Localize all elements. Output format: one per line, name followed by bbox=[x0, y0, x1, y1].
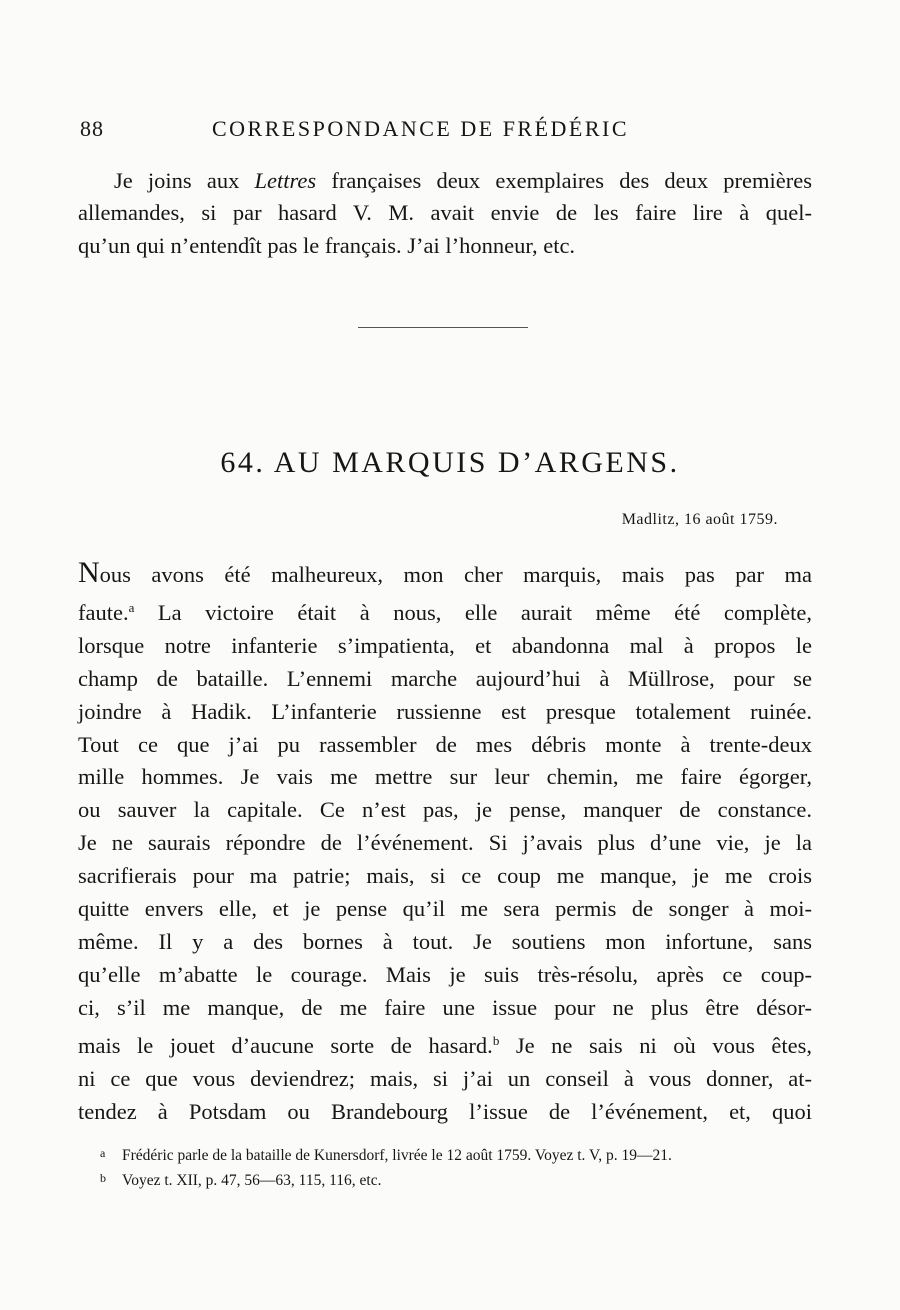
text-run: faute. bbox=[78, 599, 129, 625]
letter-body bbox=[78, 557, 812, 1128]
text-line: joindre à Hadik. L’infanterie russienne est presque totalement ruinée. bbox=[78, 698, 812, 724]
text-line bbox=[78, 557, 812, 592]
text-line bbox=[78, 1025, 812, 1063]
footnote-ref-b[interactable]: b bbox=[492, 1032, 500, 1048]
running-head bbox=[80, 116, 804, 146]
footnote-text: Frédéric parle de la bataille de Kunersdorf, livrée le 12 août 1759. Voyez t. V, p. 19—21. bbox=[122, 1147, 672, 1164]
previous-letter-closing bbox=[78, 165, 812, 262]
text-line: mille hommes. Je vais me mettre sur leur chemin, me faire égorger, bbox=[78, 764, 812, 790]
text-line: même. Il y a des bornes à tout. Je soutiens mon infortune, sans bbox=[78, 928, 812, 954]
letter-heading: 64. AU MARQUIS D’ARGENS. bbox=[220, 446, 680, 479]
text-run: mais le jouet d’aucune sorte de hasard. bbox=[78, 1032, 493, 1058]
text-line: allemandes, si par hasard V. M. avait envie de les faire lire à quel- bbox=[78, 200, 812, 226]
footnotes bbox=[100, 1142, 820, 1192]
letter-dateline: Madlitz, 16 août 1759. bbox=[621, 511, 778, 528]
text-line: champ de bataille. L’ennemi marche aujourd’hui à Müllrose, pour se bbox=[78, 665, 812, 691]
text-line: sacrifierais pour ma patrie; mais, si ce coup me manque, je me crois bbox=[78, 863, 812, 889]
text-line: quitte envers elle, et je pense qu’il me sera permis de songer à moi- bbox=[78, 896, 812, 922]
text-run: Je joins aux bbox=[114, 168, 255, 193]
footnote-text: Voyez t. XII, p. 47, 56—63, 115, 116, etc. bbox=[122, 1172, 382, 1189]
text-line: qu’un qui n’entendît pas le français. J’ai l’honneur, etc. bbox=[78, 232, 576, 258]
text-line bbox=[78, 592, 812, 630]
text-line: ni ce que vous deviendrez; mais, si j’ai un conseil à vous donner, at- bbox=[78, 1065, 812, 1091]
text-line: ci, s’il me manque, de me faire une issue pour ne plus être désor- bbox=[78, 994, 812, 1020]
text-line bbox=[78, 165, 812, 197]
text-line: ou sauver la capitale. Ce n’est pas, je pense, manquer de constance. bbox=[78, 797, 812, 823]
italic-title: Lettres bbox=[254, 168, 317, 193]
text-line: Je ne saurais répondre de l’événement. Si j’avais plus d’une vie, je la bbox=[78, 830, 812, 856]
drop-cap: N bbox=[78, 556, 100, 589]
text-line: Tout ce que j’ai pu rassembler de mes débris monte à trente-deux bbox=[78, 731, 812, 757]
text-line: qu’elle m’abatte le courage. Mais je suis très-résolu, après ce coup- bbox=[78, 961, 812, 987]
text-run: Je ne sais ni où vous êtes, bbox=[499, 1032, 813, 1058]
text-run: La victoire était à nous, elle aurait même été complète, bbox=[134, 599, 812, 625]
footnote-mark: a bbox=[100, 1146, 106, 1160]
text-run: françaises deux exemplaires des deux premières bbox=[316, 168, 812, 193]
footnote-mark: b bbox=[100, 1171, 106, 1185]
footnote-ref-a[interactable]: a bbox=[128, 599, 135, 615]
footnote-b bbox=[100, 1167, 820, 1192]
text-line: tendez à Potsdam ou Brandebourg l’issue de l’événement, et, quoi bbox=[78, 1098, 812, 1124]
text-run: ous avons été malheureux, mon cher marquis, mais pas par ma bbox=[99, 562, 812, 587]
running-title: CORRESPONDANCE DE FRÉDÉRIC bbox=[212, 116, 630, 141]
text-line: lorsque notre infanterie s’impatienta, et abandonna mal à propos le bbox=[78, 632, 812, 658]
section-divider bbox=[358, 327, 528, 328]
page-number: 88 bbox=[80, 116, 104, 141]
footnote-a bbox=[100, 1142, 820, 1167]
